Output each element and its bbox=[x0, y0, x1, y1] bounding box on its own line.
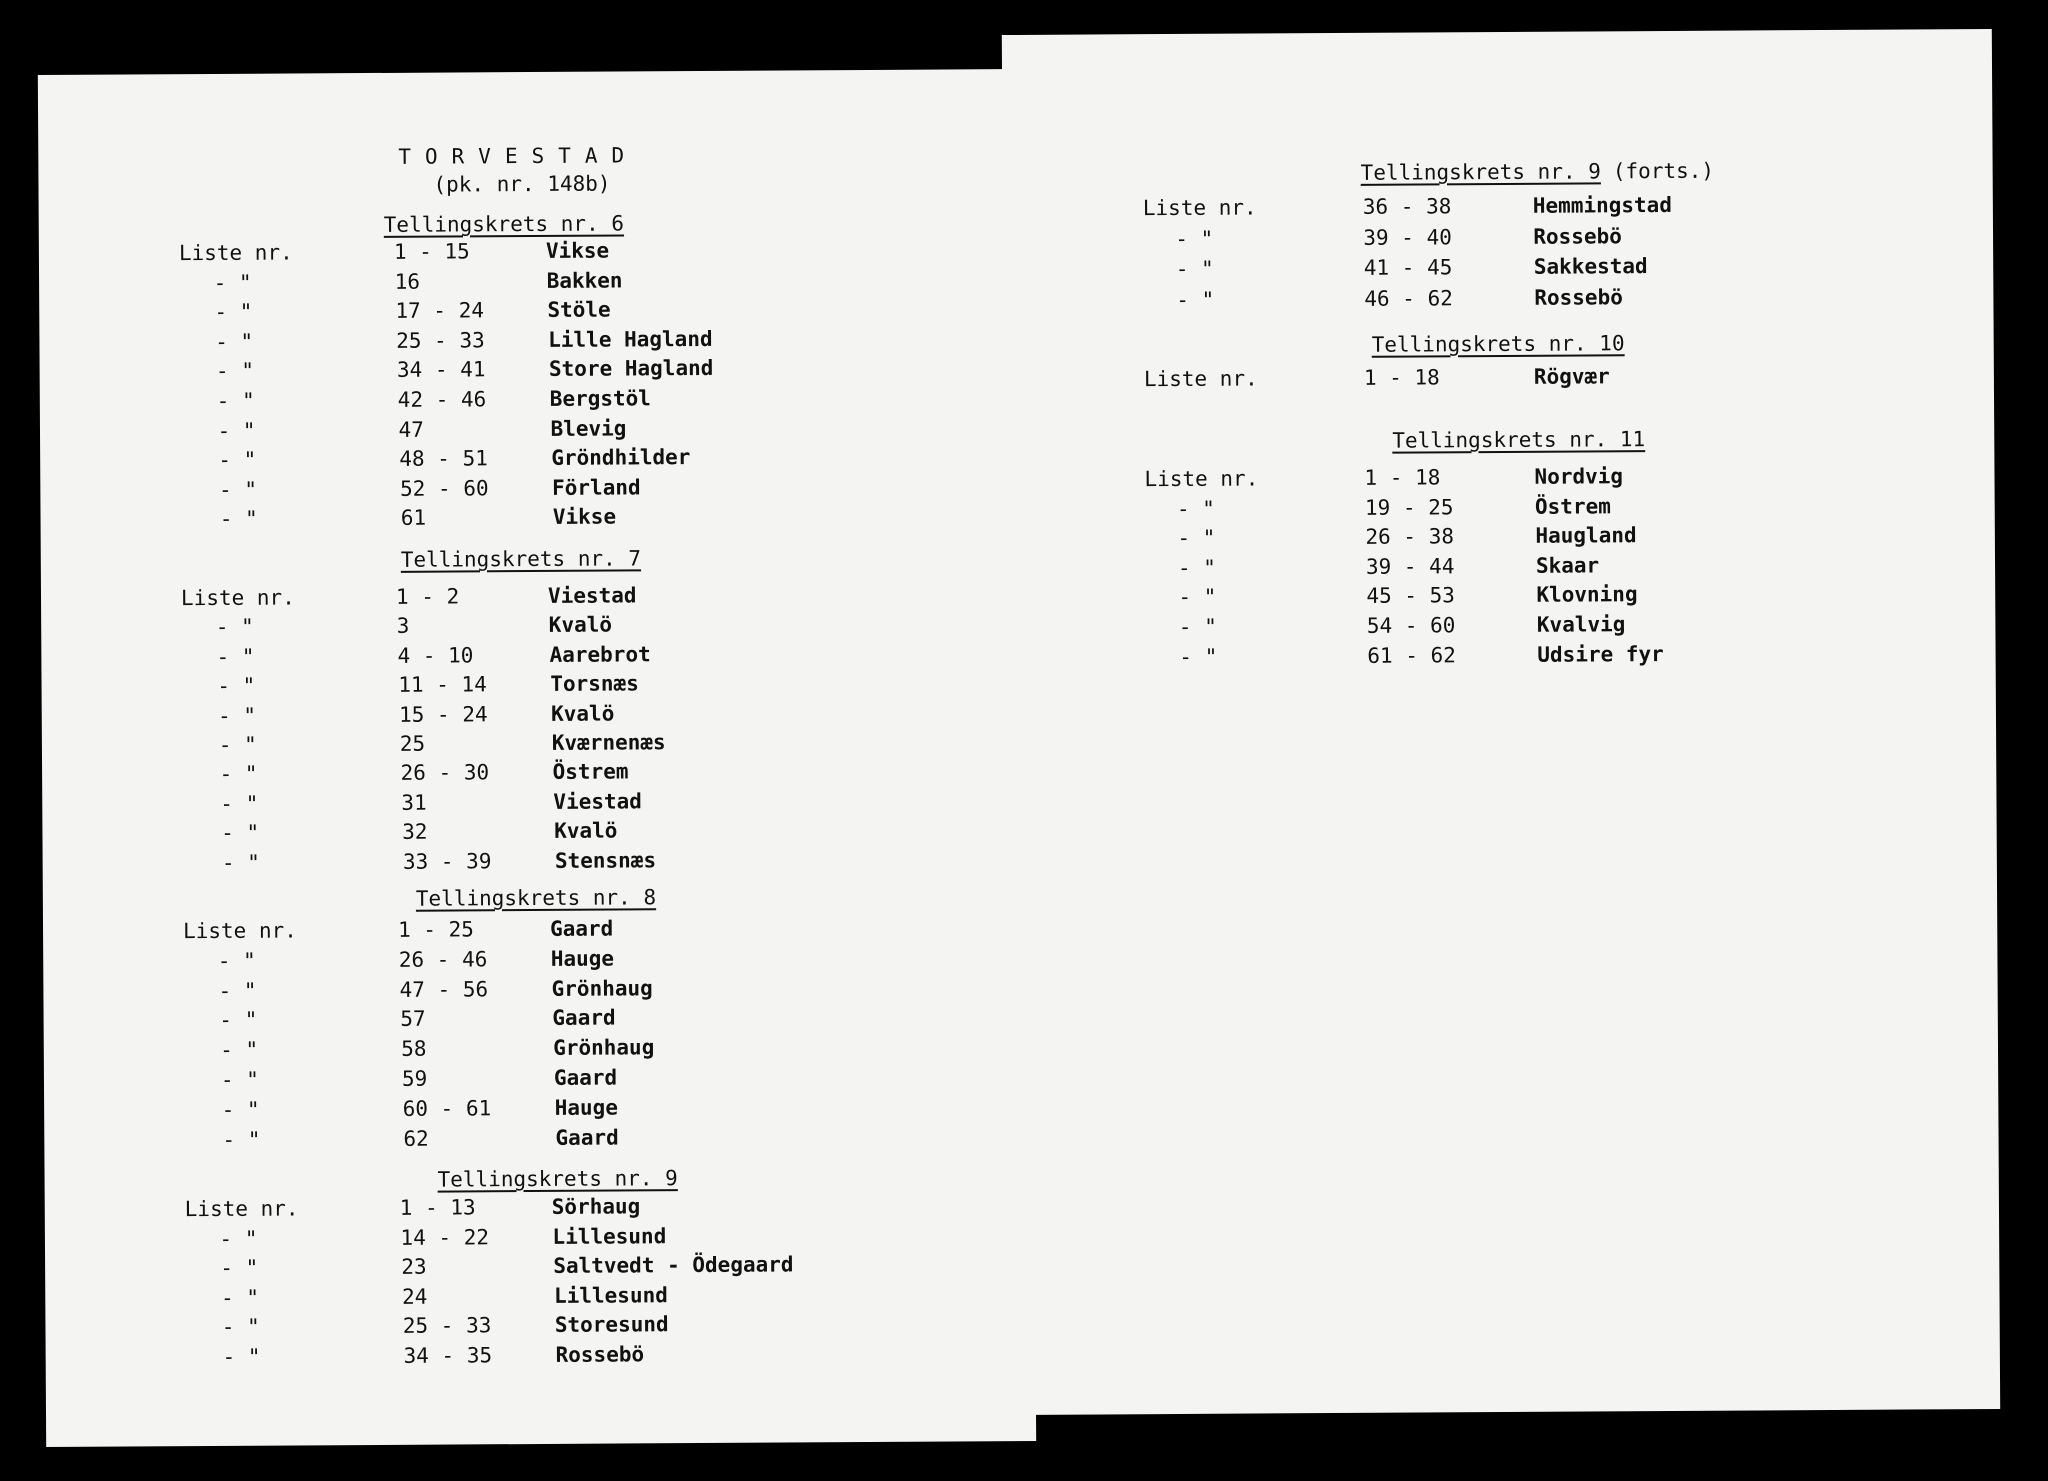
list-range: 61 - 62 bbox=[1367, 642, 1456, 668]
list-label: - " bbox=[221, 1097, 260, 1122]
list-item bbox=[1003, 283, 1983, 319]
list-range: 24 bbox=[401, 1284, 428, 1309]
place-name: Hauge bbox=[554, 1095, 618, 1120]
place-name: Store Hagland bbox=[548, 356, 714, 382]
list-label: - " bbox=[219, 507, 258, 532]
list-label: Liste nr. bbox=[180, 585, 295, 611]
place-name: Sörhaug bbox=[551, 1194, 641, 1219]
place-name: Vikse bbox=[545, 238, 610, 263]
list-range: 1 - 18 bbox=[1364, 465, 1441, 490]
place-name: Stöle bbox=[547, 297, 611, 323]
list-label: - " bbox=[217, 673, 256, 699]
left-page bbox=[38, 69, 1036, 1447]
place-name: Kvalö bbox=[548, 612, 613, 638]
list-range: 16 bbox=[394, 269, 421, 294]
place-name: Rossebö bbox=[1534, 284, 1623, 310]
list-label: - " bbox=[1177, 555, 1216, 580]
list-label: - " bbox=[219, 477, 258, 502]
place-name: Viestad bbox=[547, 583, 637, 608]
place-name: Grönhaug bbox=[553, 1035, 655, 1061]
section-heading bbox=[438, 1166, 678, 1191]
list-range: 14 - 22 bbox=[400, 1224, 490, 1250]
list-range: 17 - 24 bbox=[395, 298, 485, 324]
list-range: 25 - 33 bbox=[402, 1313, 492, 1338]
place-name: Lillesund bbox=[552, 1223, 667, 1249]
list-range: 1 - 15 bbox=[393, 239, 470, 264]
section-heading-text: Tellingskrets nr. 7 bbox=[400, 546, 642, 572]
place-name: Förland bbox=[552, 475, 641, 500]
section-heading bbox=[401, 546, 641, 571]
list-label: - " bbox=[221, 850, 260, 875]
place-name: Rossebö bbox=[1533, 223, 1622, 249]
place-name: Klovning bbox=[1536, 582, 1638, 608]
list-range: 1 - 13 bbox=[399, 1195, 476, 1220]
place-name: Grönhaug bbox=[551, 975, 653, 1001]
list-range: 26 - 38 bbox=[1365, 524, 1455, 550]
list-label: - " bbox=[1179, 644, 1218, 669]
list-item bbox=[1006, 640, 1986, 676]
section-heading-text: Tellingskrets nr. 8 bbox=[415, 885, 657, 911]
list-range: 36 - 38 bbox=[1362, 194, 1452, 219]
list-item bbox=[44, 1123, 1024, 1159]
place-name: Hauge bbox=[550, 946, 615, 971]
list-range: 42 - 46 bbox=[397, 387, 487, 412]
list-range: 48 - 51 bbox=[399, 446, 488, 472]
place-name: Rögvær bbox=[1533, 364, 1610, 389]
list-range: 57 bbox=[400, 1007, 426, 1032]
list-range: 58 bbox=[401, 1036, 427, 1062]
list-range: 1 - 25 bbox=[397, 917, 474, 942]
place-name: Hemmingstad bbox=[1532, 192, 1672, 218]
list-label: - " bbox=[221, 820, 260, 846]
place-name: Skaar bbox=[1535, 553, 1600, 578]
list-range: 39 - 40 bbox=[1363, 224, 1452, 250]
list-item bbox=[43, 846, 1023, 882]
list-item bbox=[40, 502, 1020, 538]
list-label: Liste nr. bbox=[1143, 366, 1258, 392]
list-label: - " bbox=[220, 1067, 259, 1092]
list-range: 45 - 53 bbox=[1366, 583, 1455, 609]
place-name: Viestad bbox=[553, 789, 642, 814]
section-heading-text: Tellingskrets nr. 9 bbox=[1360, 159, 1601, 185]
place-name: Kvalö bbox=[554, 818, 618, 844]
list-range: 46 - 62 bbox=[1364, 285, 1453, 311]
place-name: Östrem bbox=[1534, 493, 1611, 519]
list-range: 47 - 56 bbox=[399, 976, 489, 1002]
place-name: Stensnæs bbox=[554, 847, 657, 873]
list-label: - " bbox=[217, 418, 256, 443]
place-name: Bakken bbox=[546, 268, 623, 293]
place-name: Gröndhilder bbox=[551, 445, 691, 471]
list-range: 34 - 41 bbox=[396, 357, 486, 383]
place-name: Rossebö bbox=[555, 1341, 645, 1367]
place-name: Haugland bbox=[1535, 523, 1637, 548]
place-name: Vikse bbox=[552, 504, 617, 530]
list-label: - " bbox=[1178, 585, 1217, 610]
section-heading-suffix: (forts.) bbox=[1612, 158, 1715, 184]
list-range: 26 - 46 bbox=[398, 947, 488, 972]
list-range: 15 - 24 bbox=[399, 701, 488, 727]
right-sections bbox=[1002, 29, 1992, 669]
place-name: Sakkestad bbox=[1533, 254, 1648, 279]
list-label: Liste nr. bbox=[1144, 466, 1259, 492]
place-name: Kvalö bbox=[550, 701, 615, 726]
list-range: 1 - 2 bbox=[395, 584, 460, 609]
list-label: - " bbox=[215, 615, 254, 640]
place-name: Östrem bbox=[552, 759, 629, 785]
place-name: Bergstöl bbox=[549, 386, 651, 411]
document-title: TORVESTAD bbox=[398, 143, 639, 169]
list-range: 19 - 25 bbox=[1364, 494, 1454, 520]
list-label: - " bbox=[1177, 525, 1216, 551]
list-range: 41 - 45 bbox=[1363, 255, 1453, 280]
list-label: Liste nr. bbox=[1142, 195, 1257, 221]
section-heading bbox=[416, 885, 656, 910]
list-range: 25 - 33 bbox=[396, 328, 485, 353]
section-heading bbox=[384, 211, 624, 236]
list-label: - " bbox=[213, 270, 252, 295]
list-label: - " bbox=[219, 762, 258, 787]
list-range: 31 bbox=[401, 790, 427, 815]
list-label: - " bbox=[219, 1008, 258, 1033]
list-label: - " bbox=[218, 447, 257, 473]
place-name: Gaard bbox=[553, 1065, 618, 1090]
list-range: 52 - 60 bbox=[400, 476, 489, 501]
place-name: Blevig bbox=[550, 416, 627, 441]
list-label: - " bbox=[219, 1226, 258, 1251]
place-name: Lillesund bbox=[553, 1282, 668, 1308]
list-label: - " bbox=[218, 703, 257, 728]
list-range: 25 bbox=[399, 731, 426, 756]
list-range: 1 - 18 bbox=[1363, 365, 1440, 390]
list-label: - " bbox=[1176, 496, 1215, 521]
place-name: Saltvedt - Ödegaard bbox=[553, 1252, 794, 1278]
list-label: - " bbox=[222, 1127, 261, 1152]
list-range: 39 - 44 bbox=[1365, 554, 1455, 579]
list-label: - " bbox=[220, 1037, 259, 1063]
place-name: Storesund bbox=[554, 1312, 669, 1337]
list-range: 62 bbox=[403, 1126, 429, 1151]
list-label: - " bbox=[216, 388, 255, 413]
list-label: Liste nr. bbox=[184, 1196, 299, 1222]
list-range: 26 - 30 bbox=[400, 760, 490, 786]
section-heading-text: Tellingskrets nr. 10 bbox=[1371, 331, 1625, 357]
place-name: Nordvig bbox=[1534, 464, 1624, 489]
list-label: - " bbox=[215, 359, 255, 384]
list-range: 59 bbox=[401, 1066, 428, 1091]
list-label: Liste nr. bbox=[182, 918, 297, 944]
document-subtitle: (pk. nr. 148b) bbox=[433, 171, 611, 197]
place-name: Aarebrot bbox=[549, 642, 651, 667]
list-range: 23 bbox=[401, 1254, 427, 1279]
list-label: - " bbox=[217, 948, 256, 973]
list-label: - " bbox=[218, 978, 257, 1003]
list-label: - " bbox=[215, 329, 254, 354]
list-range: 61 bbox=[400, 506, 427, 531]
place-name: Torsnæs bbox=[550, 671, 639, 697]
list-label: - " bbox=[220, 791, 259, 816]
list-range: 47 bbox=[398, 417, 424, 442]
place-name: Lille Hagland bbox=[548, 326, 713, 352]
list-label: - " bbox=[1175, 256, 1214, 281]
list-item bbox=[1004, 362, 1984, 398]
place-name: Gaard bbox=[552, 1005, 616, 1031]
section-heading bbox=[1372, 331, 1625, 357]
list-label: - " bbox=[1176, 287, 1215, 312]
place-name: Gaard bbox=[555, 1125, 619, 1150]
list-label: - " bbox=[218, 732, 257, 757]
section-heading bbox=[1361, 159, 1715, 185]
place-name: Kværnenæs bbox=[551, 730, 666, 755]
list-label: - " bbox=[216, 644, 255, 669]
list-label: - " bbox=[1175, 226, 1214, 251]
section-heading-text: Tellingskrets nr. 6 bbox=[383, 211, 625, 237]
list-label: Liste nr. bbox=[178, 240, 293, 266]
section-heading bbox=[1392, 427, 1645, 453]
list-range: 60 - 61 bbox=[402, 1096, 492, 1121]
place-name: Udsire fyr bbox=[1537, 641, 1664, 667]
list-item bbox=[46, 1340, 1026, 1376]
list-label: - " bbox=[221, 1314, 260, 1339]
list-label: - " bbox=[220, 1285, 260, 1310]
list-label: - " bbox=[222, 1344, 261, 1369]
list-range: 3 bbox=[396, 614, 410, 639]
list-range: 33 - 39 bbox=[402, 848, 492, 874]
list-label: - " bbox=[220, 1255, 259, 1280]
list-range: 34 - 35 bbox=[403, 1342, 493, 1368]
list-label: - " bbox=[214, 299, 253, 325]
place-name: Gaard bbox=[549, 916, 614, 941]
list-label: - " bbox=[1178, 614, 1217, 639]
list-range: 54 - 60 bbox=[1366, 613, 1456, 638]
list-range: 4 - 10 bbox=[397, 643, 474, 668]
section-heading-text: Tellingskrets nr. 9 bbox=[437, 1166, 678, 1192]
place-name: Kvalvig bbox=[1536, 612, 1626, 637]
right-page bbox=[1002, 29, 2000, 1415]
section-heading-text: Tellingskrets nr. 11 bbox=[1392, 427, 1646, 453]
list-range: 11 - 14 bbox=[398, 672, 487, 698]
list-range: 32 bbox=[402, 819, 428, 845]
